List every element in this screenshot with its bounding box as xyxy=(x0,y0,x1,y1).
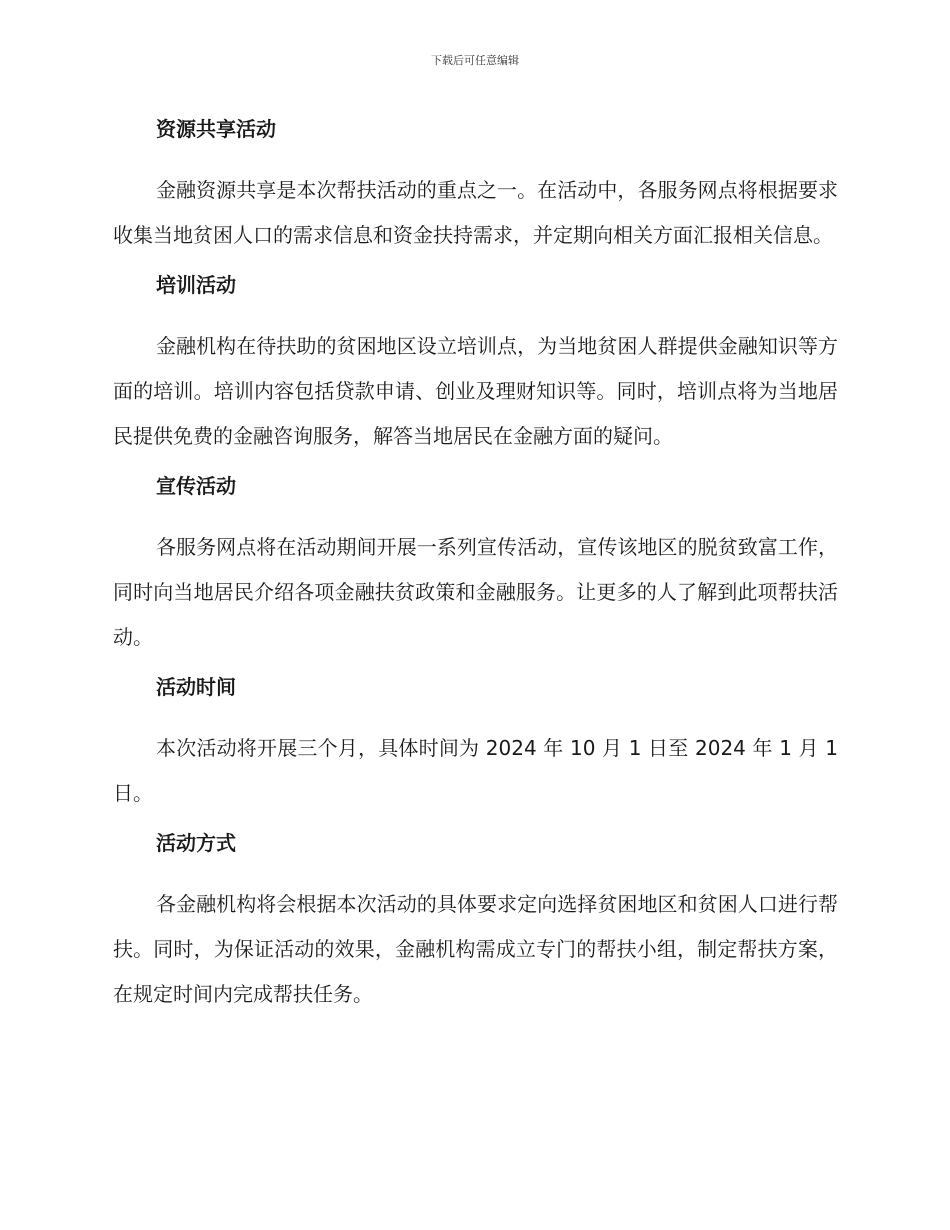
section-heading: 资源共享活动 xyxy=(156,117,276,141)
section-method xyxy=(113,826,838,1017)
document-body xyxy=(113,112,838,1027)
section-heading: 活动方式 xyxy=(156,831,236,855)
section-heading: 宣传活动 xyxy=(156,474,236,498)
section-paragraph: 金融机构在待扶助的贫困地区设立培训点，为当地贫困人群提供金融知识等方面的培训。培训内容包括贷款申请、创业及理财知识等。同时，培训点将为当地居民提供免费的金融咨询服务，解答当地居民在金融方面的疑问。 xyxy=(113,334,838,448)
section-paragraph: 本次活动将开展三个月，具体时间为 2024 年 10 月 1 日至 2024 年 1 月 1 日。 xyxy=(113,736,838,805)
section-publicity xyxy=(113,469,838,660)
section-heading: 培训活动 xyxy=(156,273,236,297)
section-training xyxy=(113,268,838,459)
section-paragraph: 各服务网点将在活动期间开展一系列宣传活动，宣传该地区的脱贫致富工作，同时向当地居民介绍各项金融扶贫政策和金融服务。让更多的人了解到此项帮扶活动。 xyxy=(113,535,838,649)
section-paragraph: 各金融机构将会根据本次活动的具体要求定向选择贫困地区和贫困人口进行帮扶。同时，为保证活动的效果，金融机构需成立专门的帮扶小组，制定帮扶方案，在规定时间内完成帮扶任务。 xyxy=(113,892,838,1006)
section-resource-sharing xyxy=(113,112,838,258)
section-heading: 活动时间 xyxy=(156,675,236,699)
section-paragraph: 金融资源共享是本次帮扶活动的重点之一。在活动中，各服务网点将根据要求收集当地贫困人口的需求信息和资金扶持需求，并定期向相关方面汇报相关信息。 xyxy=(113,178,838,247)
section-schedule xyxy=(113,670,838,816)
page-header: 下载后可任意编辑 xyxy=(431,54,519,67)
